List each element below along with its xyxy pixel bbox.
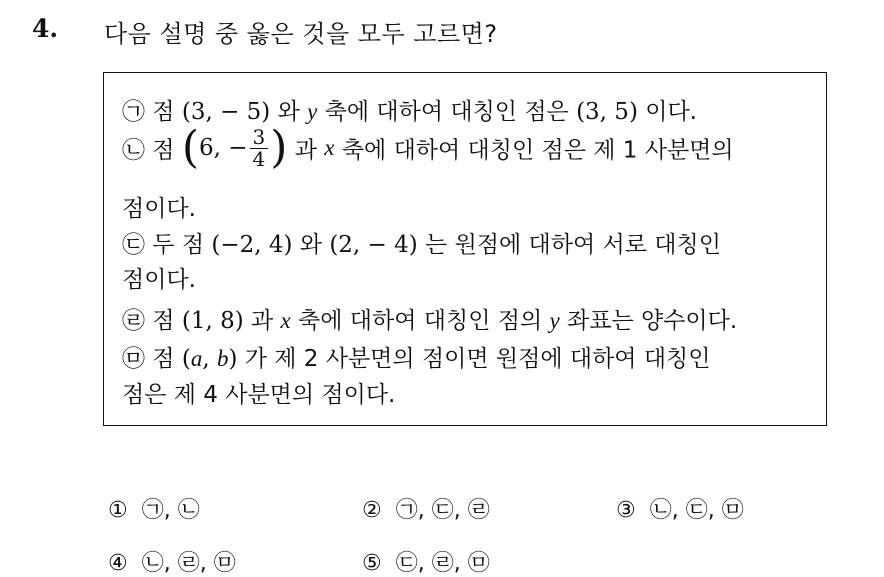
variable: a (190, 346, 203, 371)
question-text: 다음 설명 중 옳은 것을 모두 고르면? (104, 20, 498, 48)
statement-5 (122, 340, 710, 373)
math: (3, − 5) (181, 99, 271, 125)
choice-label: ④ (108, 551, 128, 576)
text: 점은 제 4 사분면의 점이다. (122, 382, 396, 408)
math: ( (181, 346, 191, 372)
choice-3[interactable] (616, 493, 744, 524)
choice-label: ③ (616, 498, 636, 523)
text: 축에 대하여 대칭인 점은 (317, 99, 577, 125)
statement-4 (122, 302, 737, 335)
choice-1[interactable] (108, 493, 200, 524)
statement-mark: ㉣ (122, 308, 145, 334)
statement-2 (122, 122, 734, 173)
statement-3-cont (122, 261, 196, 294)
variable: y (307, 99, 318, 124)
text: 과 (243, 308, 281, 334)
left-paren: ( (181, 122, 200, 173)
text: 점 (145, 346, 182, 372)
variable: y (549, 308, 560, 333)
text: 축에 대하여 대칭인 점은 제 1 사분면의 (334, 137, 734, 164)
statement-5-cont (122, 376, 395, 409)
text: 과 (287, 137, 325, 164)
statement-mark: ㉡ (122, 137, 145, 164)
fraction (250, 124, 269, 171)
statement-2-cont (122, 190, 196, 223)
statement-mark: ㉢ (122, 232, 145, 258)
choice-value: ㉡, ㉣, ㉤ (141, 551, 236, 576)
math: (2, − 4) (329, 232, 418, 258)
math: (1, 8) (181, 308, 244, 334)
text: 두 점 (145, 232, 212, 258)
right-paren: ) (270, 122, 288, 173)
statement-mark: ㉠ (122, 99, 145, 125)
text: 점 (145, 99, 182, 125)
variable: b (216, 346, 229, 371)
choice-5[interactable] (362, 546, 490, 577)
choice-label: ② (362, 498, 382, 523)
choice-value: ㉡, ㉢, ㉤ (649, 498, 744, 523)
statement-mark: ㉤ (122, 346, 145, 372)
text: 좌표는 양수이다. (559, 308, 738, 334)
fraction-denominator: 4 (252, 146, 266, 171)
text: 와 (270, 99, 308, 125)
text: 점 (145, 137, 182, 164)
question-number: 4. (32, 14, 59, 43)
text: 와 (292, 232, 330, 258)
statement-1 (122, 93, 697, 126)
choice-label: ① (108, 498, 128, 523)
text: 점이다. (122, 196, 196, 222)
choice-value: ㉠, ㉡ (141, 498, 200, 523)
math: , (202, 346, 217, 372)
choice-label: ⑤ (362, 551, 382, 576)
variable: x (280, 308, 291, 333)
math: (−2, 4) (211, 232, 293, 258)
text: 축에 대하여 대칭인 점의 (290, 308, 550, 334)
fraction-numerator: 3 (250, 127, 269, 149)
text: 가 제 2 사분면의 점이면 원점에 대하여 대칭인 (237, 346, 711, 372)
math: (3, 5) (576, 99, 638, 125)
choice-2[interactable] (362, 493, 490, 524)
statement-3 (122, 226, 721, 259)
choice-value: ㉠, ㉢, ㉣ (395, 498, 490, 523)
variable: x (324, 135, 335, 160)
text: 이다. (637, 99, 697, 125)
choice-4[interactable] (108, 546, 236, 577)
choice-value: ㉢, ㉣, ㉤ (395, 551, 490, 576)
math: 6, − (199, 135, 248, 161)
text: 점 (145, 308, 182, 334)
math: ) (228, 346, 238, 372)
text: 는 원점에 대하여 서로 대칭인 (417, 232, 721, 258)
text: 점이다. (122, 267, 196, 293)
